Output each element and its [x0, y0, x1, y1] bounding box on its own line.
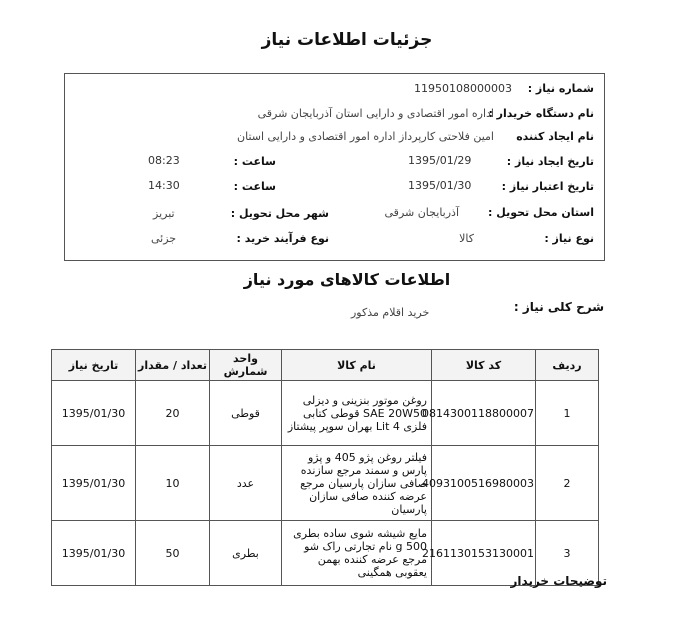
cell-date: 1395/01/30	[52, 381, 136, 446]
valid-date-label: تاریخ اعتبار نیاز :	[501, 180, 594, 193]
cell-date: 1395/01/30	[52, 446, 136, 521]
created-time-value: 08:23	[148, 154, 180, 167]
valid-time-label: ساعت :	[233, 180, 276, 193]
valid-time-value: 14:30	[148, 179, 180, 192]
cell-date: 1395/01/30	[52, 521, 136, 586]
cell-code: 2161130153130001	[432, 521, 536, 586]
page-title: جزئیات اطلاعات نیاز	[261, 30, 433, 50]
col-header-row-number: ردیف	[536, 350, 599, 381]
cell-row-number: 1	[536, 381, 599, 446]
table-row	[52, 381, 599, 446]
table-row	[52, 446, 599, 521]
need-number-label: شماره نیاز :	[527, 82, 594, 95]
delivery-city-value: تبریز	[153, 207, 175, 220]
cell-name: فیلتر روغن پژو 405 و پژو پارس و سمند مرجع سازنده صافی سازان پارسیان مرجع عرضه کننده صافی سازان پارسیان	[282, 446, 432, 521]
buyer-org-value: اداره امور اقتصادی و دارایی استان آذربایجان شرقی	[257, 107, 494, 120]
col-header-unit: واحد شمارش	[210, 350, 282, 381]
delivery-province-label: استان محل تحویل :	[488, 206, 594, 219]
created-date-label: تاریخ ایجاد نیاز :	[506, 155, 594, 168]
cell-code: 4093100516980003	[432, 446, 536, 521]
cell-row-number: 3	[536, 521, 599, 586]
col-header-name: نام کالا	[282, 350, 432, 381]
cell-qty: 50	[136, 521, 210, 586]
cell-unit: عدد	[210, 446, 282, 521]
cell-row-number: 2	[536, 446, 599, 521]
items-table	[51, 349, 599, 586]
col-header-qty: تعداد / مقدار	[136, 350, 210, 381]
col-header-code: کد کالا	[432, 350, 536, 381]
cell-name: روغن موتور بنزینی و دیزلی SAE 20W50 قوطی کتابی فلزی 4 Lit بهران سوپر پیشتاز	[282, 381, 432, 446]
created-date-value: 1395/01/29	[408, 154, 472, 167]
valid-date-value: 1395/01/30	[408, 179, 472, 192]
delivery-city-label: شهر محل تحویل :	[230, 207, 329, 220]
cell-code: 0814300118800007	[432, 381, 536, 446]
purchase-type-label: نوع فرآیند خرید :	[236, 232, 329, 245]
cell-unit: قوطی	[210, 381, 282, 446]
col-header-date: تاریخ نیاز	[52, 350, 136, 381]
buyer-notes-label: توضیحات خریدار	[510, 574, 607, 588]
creator-label: نام ایجاد کننده	[516, 130, 594, 143]
need-type-label: نوع نیاز :	[544, 232, 594, 245]
general-description-value: خرید اقلام مذکور	[351, 306, 430, 319]
cell-name: مایع شیشه شوی ساده بطری 500 g نام تجارتی راک شو مرجع عرضه کننده بهمن یعقوبی همگینی	[282, 521, 432, 586]
table-header-row	[52, 350, 599, 381]
need-type-value: کالا	[459, 232, 474, 245]
cell-qty: 20	[136, 381, 210, 446]
cell-unit: بطری	[210, 521, 282, 586]
purchase-type-value: جزئی	[151, 232, 177, 245]
created-time-label: ساعت :	[233, 155, 276, 168]
general-description-label: شرح کلی نیاز :	[513, 300, 604, 314]
cell-qty: 10	[136, 446, 210, 521]
buyer-org-label: نام دستگاه خریدار :	[488, 107, 594, 120]
need-info-box	[64, 73, 605, 261]
delivery-province-value: آذربایجان شرقی	[384, 206, 459, 219]
need-number-value: 11950108000003	[414, 82, 512, 95]
creator-value: امین فلاحتی کارپرداز اداره امور اقتصادی و دارایی استان	[237, 130, 494, 143]
items-section-title: اطلاعات کالاهای مورد نیاز	[243, 270, 451, 289]
